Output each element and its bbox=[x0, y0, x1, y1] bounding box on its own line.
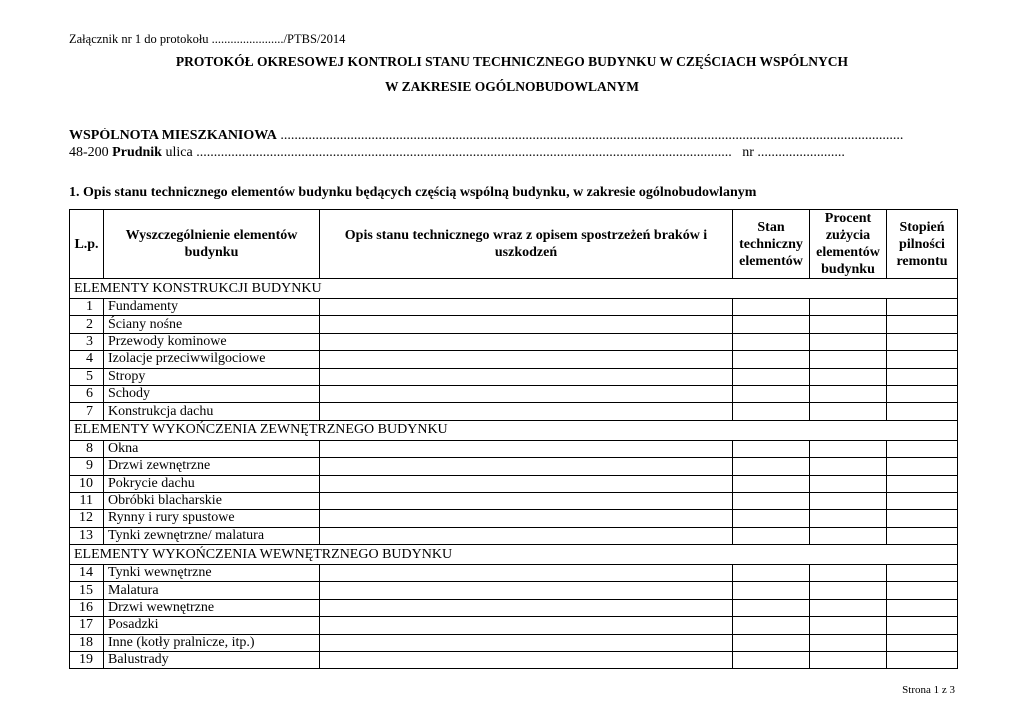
description-cell[interactable] bbox=[320, 351, 733, 368]
urgency-cell[interactable] bbox=[887, 440, 958, 457]
state-cell[interactable] bbox=[733, 475, 810, 492]
description-cell[interactable] bbox=[320, 475, 733, 492]
description-cell[interactable] bbox=[320, 368, 733, 385]
row-number: 7 bbox=[70, 403, 104, 420]
category-label: ELEMENTY WYKOŃCZENIA WEWNĘTRZNEGO BUDYNKU bbox=[70, 545, 958, 565]
wear-cell[interactable] bbox=[810, 634, 887, 651]
element-name: Izolacje przeciwwilgociowe bbox=[104, 351, 320, 368]
description-cell[interactable] bbox=[320, 299, 733, 316]
table-row bbox=[70, 385, 958, 402]
description-cell[interactable] bbox=[320, 510, 733, 527]
document-subtitle: W ZAKRESIE OGÓLNOBUDOWLANYM bbox=[384, 79, 640, 94]
nr-dots: ......................... bbox=[753, 145, 845, 160]
header-urgency: Stopień pilności remontu bbox=[887, 210, 958, 279]
state-cell[interactable] bbox=[733, 510, 810, 527]
document-title: PROTOKÓŁ OKRESOWEJ KONTROLI STANU TECHNICZNEGO BUDYNKU W CZĘŚCIACH WSPÓLNYCH bbox=[175, 54, 849, 69]
element-name: Schody bbox=[104, 385, 320, 402]
wear-cell[interactable] bbox=[810, 617, 887, 634]
row-number: 19 bbox=[70, 652, 104, 669]
category-row bbox=[70, 420, 958, 440]
element-name: Fundamenty bbox=[104, 299, 320, 316]
wear-cell[interactable] bbox=[810, 299, 887, 316]
urgency-cell[interactable] bbox=[887, 458, 958, 475]
community-line bbox=[69, 128, 949, 144]
wear-cell[interactable] bbox=[810, 582, 887, 599]
description-cell[interactable] bbox=[320, 634, 733, 651]
table-row bbox=[70, 333, 958, 350]
urgency-cell[interactable] bbox=[887, 492, 958, 509]
row-number: 1 bbox=[70, 299, 104, 316]
header-description: Opis stanu technicznego wraz z opisem spostrzeżeń braków i uszkodzeń bbox=[320, 210, 733, 279]
table-row bbox=[70, 475, 958, 492]
description-cell[interactable] bbox=[320, 565, 733, 582]
state-cell[interactable] bbox=[733, 582, 810, 599]
table-row bbox=[70, 565, 958, 582]
element-name: Okna bbox=[104, 440, 320, 457]
wear-cell[interactable] bbox=[810, 351, 887, 368]
urgency-cell[interactable] bbox=[887, 634, 958, 651]
table-row bbox=[70, 582, 958, 599]
wear-cell[interactable] bbox=[810, 403, 887, 420]
element-name: Tynki wewnętrzne bbox=[104, 565, 320, 582]
state-cell[interactable] bbox=[733, 440, 810, 457]
wear-cell[interactable] bbox=[810, 316, 887, 333]
inspection-table bbox=[69, 209, 958, 669]
element-name: Obróbki blacharskie bbox=[104, 492, 320, 509]
table-row bbox=[70, 299, 958, 316]
row-number: 11 bbox=[70, 492, 104, 509]
state-cell[interactable] bbox=[733, 492, 810, 509]
state-cell[interactable] bbox=[733, 652, 810, 669]
state-cell[interactable] bbox=[733, 316, 810, 333]
row-number: 13 bbox=[70, 527, 104, 544]
page-number: Strona 1 z 3 bbox=[902, 684, 955, 696]
table-row bbox=[70, 599, 958, 616]
table-row bbox=[70, 458, 958, 475]
wear-cell[interactable] bbox=[810, 527, 887, 544]
table-row bbox=[70, 510, 958, 527]
element-name: Rynny i rury spustowe bbox=[104, 510, 320, 527]
row-number: 15 bbox=[70, 582, 104, 599]
table-row bbox=[70, 527, 958, 544]
description-cell[interactable] bbox=[320, 652, 733, 669]
element-name: Balustrady bbox=[104, 652, 320, 669]
street-label: ulica bbox=[165, 145, 193, 160]
urgency-cell[interactable] bbox=[887, 385, 958, 402]
element-name: Drzwi wewnętrzne bbox=[104, 599, 320, 616]
element-name: Posadzki bbox=[104, 617, 320, 634]
community-dots: .................................................................................................................................................................................. bbox=[276, 128, 904, 143]
state-cell[interactable] bbox=[733, 351, 810, 368]
urgency-cell[interactable] bbox=[887, 652, 958, 669]
header-element: Wyszczególnienie elementów budynku bbox=[104, 210, 320, 279]
header-wear: Procent zużycia elementów budynku bbox=[810, 210, 887, 279]
state-cell[interactable] bbox=[733, 333, 810, 350]
table-row bbox=[70, 316, 958, 333]
street-dots: ......................................................................................................................................................... bbox=[192, 145, 732, 160]
table-row bbox=[70, 368, 958, 385]
table-row bbox=[70, 652, 958, 669]
postal-code: 48-200 bbox=[69, 145, 109, 160]
description-cell[interactable] bbox=[320, 385, 733, 402]
address-line bbox=[69, 145, 949, 161]
description-cell[interactable] bbox=[320, 403, 733, 420]
wear-cell[interactable] bbox=[810, 333, 887, 350]
element-name: Ściany nośne bbox=[104, 316, 320, 333]
urgency-cell[interactable] bbox=[887, 403, 958, 420]
city-name: Prudnik bbox=[112, 145, 162, 160]
description-cell[interactable] bbox=[320, 333, 733, 350]
attachment-note: Załącznik nr 1 do protokołu ......................./PTBS/2014 bbox=[69, 32, 346, 46]
wear-cell[interactable] bbox=[810, 652, 887, 669]
table-row bbox=[70, 492, 958, 509]
state-cell[interactable] bbox=[733, 385, 810, 402]
state-cell[interactable] bbox=[733, 599, 810, 616]
category-row bbox=[70, 279, 958, 299]
wear-cell[interactable] bbox=[810, 492, 887, 509]
wear-cell[interactable] bbox=[810, 385, 887, 402]
nr-label: nr bbox=[742, 145, 754, 160]
row-number: 2 bbox=[70, 316, 104, 333]
element-name: Stropy bbox=[104, 368, 320, 385]
wear-cell[interactable] bbox=[810, 368, 887, 385]
category-label: ELEMENTY WYKOŃCZENIA ZEWNĘTRZNEGO BUDYNKU bbox=[70, 420, 958, 440]
category-label: ELEMENTY KONSTRUKCJI BUDYNKU bbox=[70, 279, 958, 299]
urgency-cell[interactable] bbox=[887, 475, 958, 492]
urgency-cell[interactable] bbox=[887, 316, 958, 333]
row-number: 17 bbox=[70, 617, 104, 634]
table-body bbox=[70, 279, 958, 669]
state-cell[interactable] bbox=[733, 458, 810, 475]
urgency-cell[interactable] bbox=[887, 565, 958, 582]
description-cell[interactable] bbox=[320, 599, 733, 616]
wear-cell[interactable] bbox=[810, 440, 887, 457]
state-cell[interactable] bbox=[733, 403, 810, 420]
community-label: WSPÓLNOTA MIESZKANIOWA bbox=[69, 128, 277, 143]
urgency-cell[interactable] bbox=[887, 582, 958, 599]
element-name: Malatura bbox=[104, 582, 320, 599]
description-cell[interactable] bbox=[320, 582, 733, 599]
element-name: Inne (kotły pralnicze, itp.) bbox=[104, 634, 320, 651]
row-number: 6 bbox=[70, 385, 104, 402]
table-row bbox=[70, 440, 958, 457]
state-cell[interactable] bbox=[733, 565, 810, 582]
description-cell[interactable] bbox=[320, 617, 733, 634]
urgency-cell[interactable] bbox=[887, 510, 958, 527]
element-name: Tynki zewnętrzne/ malatura bbox=[104, 527, 320, 544]
table-header-row bbox=[70, 210, 958, 279]
element-name: Pokrycie dachu bbox=[104, 475, 320, 492]
urgency-cell[interactable] bbox=[887, 299, 958, 316]
urgency-cell[interactable] bbox=[887, 527, 958, 544]
state-cell[interactable] bbox=[733, 299, 810, 316]
wear-cell[interactable] bbox=[810, 475, 887, 492]
wear-cell[interactable] bbox=[810, 565, 887, 582]
urgency-cell[interactable] bbox=[887, 368, 958, 385]
description-cell[interactable] bbox=[320, 440, 733, 457]
state-cell[interactable] bbox=[733, 527, 810, 544]
table-row bbox=[70, 351, 958, 368]
row-number: 4 bbox=[70, 351, 104, 368]
wear-cell[interactable] bbox=[810, 599, 887, 616]
urgency-cell[interactable] bbox=[887, 599, 958, 616]
urgency-cell[interactable] bbox=[887, 351, 958, 368]
row-number: 16 bbox=[70, 599, 104, 616]
header-state: Stan techniczny elementów bbox=[733, 210, 810, 279]
row-number: 3 bbox=[70, 333, 104, 350]
state-cell[interactable] bbox=[733, 634, 810, 651]
table-row bbox=[70, 617, 958, 634]
description-cell[interactable] bbox=[320, 316, 733, 333]
element-name: Drzwi zewnętrzne bbox=[104, 458, 320, 475]
section-title: 1. Opis stanu technicznego elementów budynku będących częścią wspólną budynku, w zakresie ogólnobudowlanym bbox=[69, 185, 757, 200]
row-number: 5 bbox=[70, 368, 104, 385]
header-lp: L.p. bbox=[70, 210, 104, 279]
row-number: 10 bbox=[70, 475, 104, 492]
description-cell[interactable] bbox=[320, 492, 733, 509]
description-cell[interactable] bbox=[320, 527, 733, 544]
wear-cell[interactable] bbox=[810, 510, 887, 527]
row-number: 9 bbox=[70, 458, 104, 475]
urgency-cell[interactable] bbox=[887, 333, 958, 350]
element-name: Konstrukcja dachu bbox=[104, 403, 320, 420]
category-row bbox=[70, 545, 958, 565]
row-number: 14 bbox=[70, 565, 104, 582]
row-number: 18 bbox=[70, 634, 104, 651]
row-number: 12 bbox=[70, 510, 104, 527]
table-row bbox=[70, 634, 958, 651]
urgency-cell[interactable] bbox=[887, 617, 958, 634]
wear-cell[interactable] bbox=[810, 458, 887, 475]
state-cell[interactable] bbox=[733, 368, 810, 385]
element-name: Przewody kominowe bbox=[104, 333, 320, 350]
table-row bbox=[70, 403, 958, 420]
row-number: 8 bbox=[70, 440, 104, 457]
description-cell[interactable] bbox=[320, 458, 733, 475]
state-cell[interactable] bbox=[733, 617, 810, 634]
